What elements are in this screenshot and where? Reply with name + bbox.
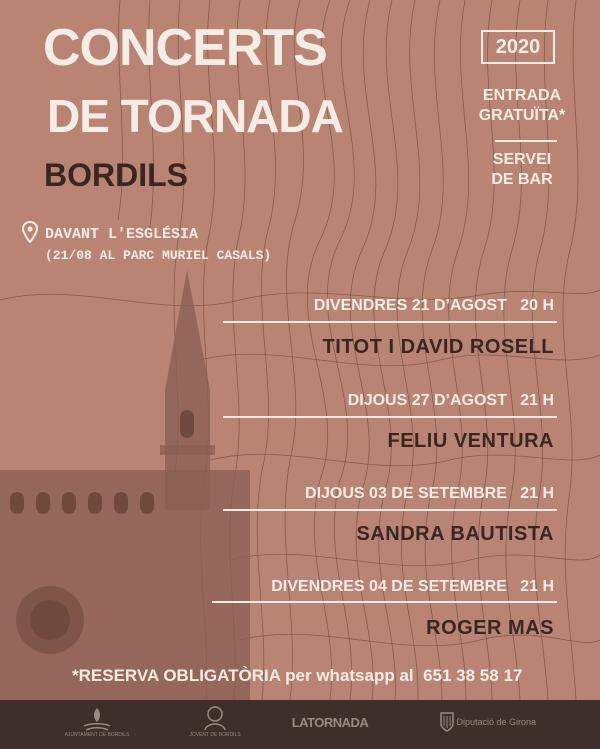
event-date: DIVENDRES 04 DE SETEMBRE bbox=[271, 578, 507, 595]
event-2-divider bbox=[223, 416, 557, 418]
event-time: 20 H bbox=[520, 297, 554, 314]
event-4-artist: ROGER MAS bbox=[426, 617, 554, 639]
servei-line-2: DE BAR bbox=[491, 171, 553, 188]
event-date: DIJOUS 27 D’AGOST bbox=[347, 392, 507, 409]
diputacio-logo bbox=[440, 712, 550, 732]
mascot-icon bbox=[199, 704, 231, 732]
ajuntament-logo bbox=[62, 706, 132, 738]
reservation-rest: per whatsapp al 651 38 58 17 bbox=[280, 666, 523, 685]
location-pin-icon bbox=[22, 221, 38, 243]
shield-icon bbox=[440, 712, 454, 732]
jovent-logo bbox=[180, 704, 250, 738]
reservation-strong: *RESERVA OBLIGATÒRIA bbox=[72, 666, 281, 685]
title-line-1: CONCERTS bbox=[43, 19, 327, 77]
event-date: DIJOUS 03 DE SETEMBRE bbox=[305, 485, 507, 502]
event-3-date bbox=[305, 485, 554, 503]
servei-line-1: SERVEI bbox=[492, 151, 552, 168]
year-badge: 2020 bbox=[481, 30, 555, 64]
church-silhouette bbox=[0, 270, 260, 700]
event-time: 21 H bbox=[520, 392, 554, 409]
latornada-logo: LATORNADA bbox=[291, 715, 369, 730]
event-1-divider bbox=[223, 321, 557, 323]
ajuntament-label: AJUNTAMENT DE BORDILS bbox=[64, 732, 130, 738]
event-2-artist: FELIU VENTURA bbox=[387, 430, 554, 452]
event-2-date bbox=[348, 392, 554, 410]
sponsor-footer bbox=[0, 700, 600, 749]
entrada-line-2: GRATUÏTA* bbox=[478, 107, 566, 124]
event-time: 21 H bbox=[520, 485, 554, 502]
event-4-divider bbox=[212, 601, 557, 603]
event-date: DIVENDRES 21 D’AGOST bbox=[313, 297, 507, 314]
diputacio-label: Diputació de Girona bbox=[456, 717, 537, 727]
venue-line-1: DAVANT L'ESGLÉSIA bbox=[45, 226, 199, 243]
event-3-divider bbox=[223, 509, 557, 511]
event-1-artist: TITOT I DAVID ROSELL bbox=[322, 336, 554, 358]
entrada-note bbox=[472, 86, 572, 126]
servei-note bbox=[472, 150, 572, 190]
event-time: 21 H bbox=[520, 578, 554, 595]
jovent-label: JOVENT DE BORDILS bbox=[189, 732, 241, 738]
town-hall-icon bbox=[82, 706, 112, 732]
event-3-artist: SANDRA BAUTISTA bbox=[356, 523, 554, 545]
venue-line-2: (21/08 AL PARC MURIEL CASALS) bbox=[45, 248, 272, 263]
entrada-line-1: ENTRADA bbox=[482, 87, 562, 104]
side-divider bbox=[495, 140, 557, 142]
title-line-2: DE TORNADA bbox=[47, 90, 343, 142]
event-1-date bbox=[314, 297, 554, 315]
reservation-note bbox=[72, 666, 522, 686]
event-4-date bbox=[271, 578, 554, 596]
town-name: BORDILS bbox=[44, 157, 188, 193]
